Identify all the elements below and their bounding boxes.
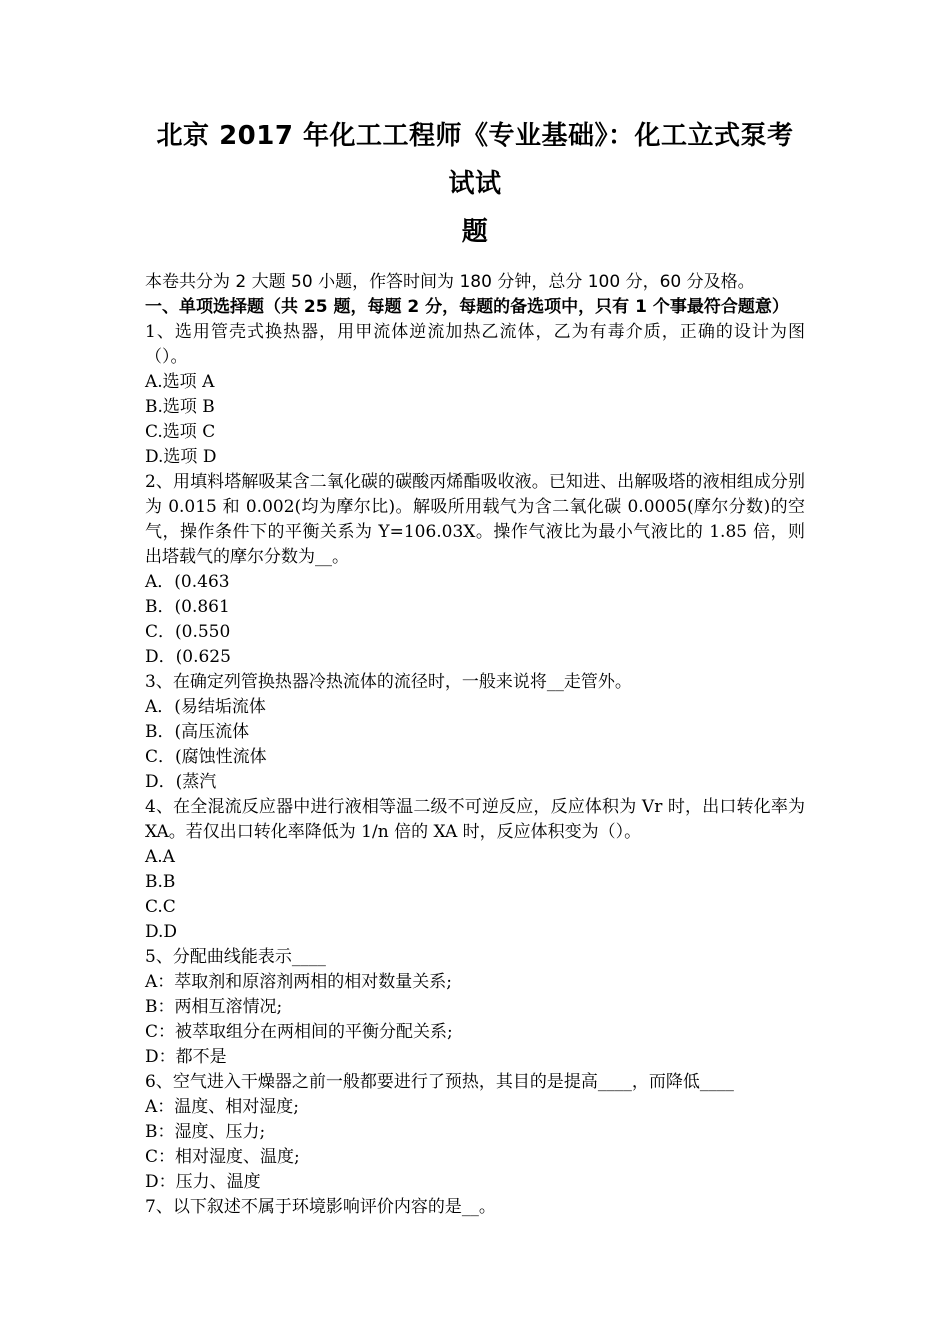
option-d: D．(0.625	[145, 647, 231, 667]
title-line-2: 题	[461, 217, 489, 247]
option-a: A：温度、相对湿度;	[145, 1097, 300, 1117]
option-b: B.B	[145, 872, 176, 892]
option-b: B.选项 B	[145, 397, 215, 417]
option-b: B．(0.861	[145, 597, 230, 617]
question-text: 3、在确定列管换热器冷热流体的流径时，一般来说将__走管外。	[145, 672, 632, 692]
option-d: D：都不是	[145, 1047, 227, 1067]
question-4	[145, 795, 805, 945]
section-heading: 一、单项选择题（共 25 题，每题 2 分，每题的备选项中，只有 1 个事最符合题意）	[145, 297, 789, 317]
title-line-1: 北京 2017 年化工工程师《专业基础》：化工立式泵考试试	[156, 121, 794, 199]
question-text: 7、以下叙述不属于环境影响评价内容的是__。	[145, 1197, 496, 1217]
question-text: 1、选用管壳式换热器，用甲流体逆流加热乙流体，乙为有毒介质，正确的设计为图（）。	[145, 322, 805, 367]
option-c: C：相对湿度、温度;	[145, 1147, 300, 1167]
question-2	[145, 470, 805, 670]
option-a: A.选项 A	[145, 372, 215, 392]
option-d: D．(蒸汽	[145, 772, 217, 792]
question-6	[145, 1070, 805, 1195]
option-d: D：压力、温度	[145, 1172, 261, 1192]
option-c: C：被萃取组分在两相间的平衡分配关系;	[145, 1022, 453, 1042]
option-c: C.选项 C	[145, 422, 216, 442]
question-7	[145, 1195, 805, 1220]
question-1	[145, 320, 805, 470]
option-a: A：萃取剂和原溶剂两相的相对数量关系;	[145, 972, 453, 992]
question-text: 4、在全混流反应器中进行液相等温二级不可逆反应，反应体积为 Vr 时，出口转化率为 XA。若仅出口转化率降低为 1/n 倍的 XA 时，反应体积变为（）。	[145, 797, 805, 842]
option-a: A.A	[145, 847, 175, 867]
option-b: B：湿度、压力;	[145, 1122, 266, 1142]
exam-intro: 本卷共分为 2 大题 50 小题，作答时间为 180 分钟，总分 100 分，60 分及格。	[145, 272, 755, 292]
question-text: 5、分配曲线能表示____	[145, 947, 326, 967]
question-text: 6、空气进入干燥器之前一般都要进行了预热，其目的是提高____，而降低____	[145, 1072, 734, 1092]
option-d: D.D	[145, 922, 178, 942]
option-b: B．(高压流体	[145, 722, 250, 742]
document-title	[145, 0, 805, 256]
option-c: C．(0.550	[145, 622, 231, 642]
option-c: C．(腐蚀性流体	[145, 747, 267, 767]
question-5	[145, 945, 805, 1070]
option-d: D.选项 D	[145, 447, 217, 467]
option-a: A．(0.463	[145, 572, 230, 592]
option-c: C.C	[145, 897, 176, 917]
question-text: 2、用填料塔解吸某含二氧化碳的碳酸丙烯酯吸收液。已知进、出解吸塔的液相组成分别为 0.015 和 0.002(均为摩尔比)。解吸所用载气为含二氧化碳 0.0005(摩尔分数)的空气，操作条件下的平衡关系为 Y=106.03X。操作气液比为最小气液比的 1.85 倍，则出塔载气的摩尔分数为__。	[145, 472, 805, 567]
option-b: B：两相互溶情况;	[145, 997, 283, 1017]
question-3	[145, 670, 805, 795]
option-a: A．(易结垢流体	[145, 697, 266, 717]
